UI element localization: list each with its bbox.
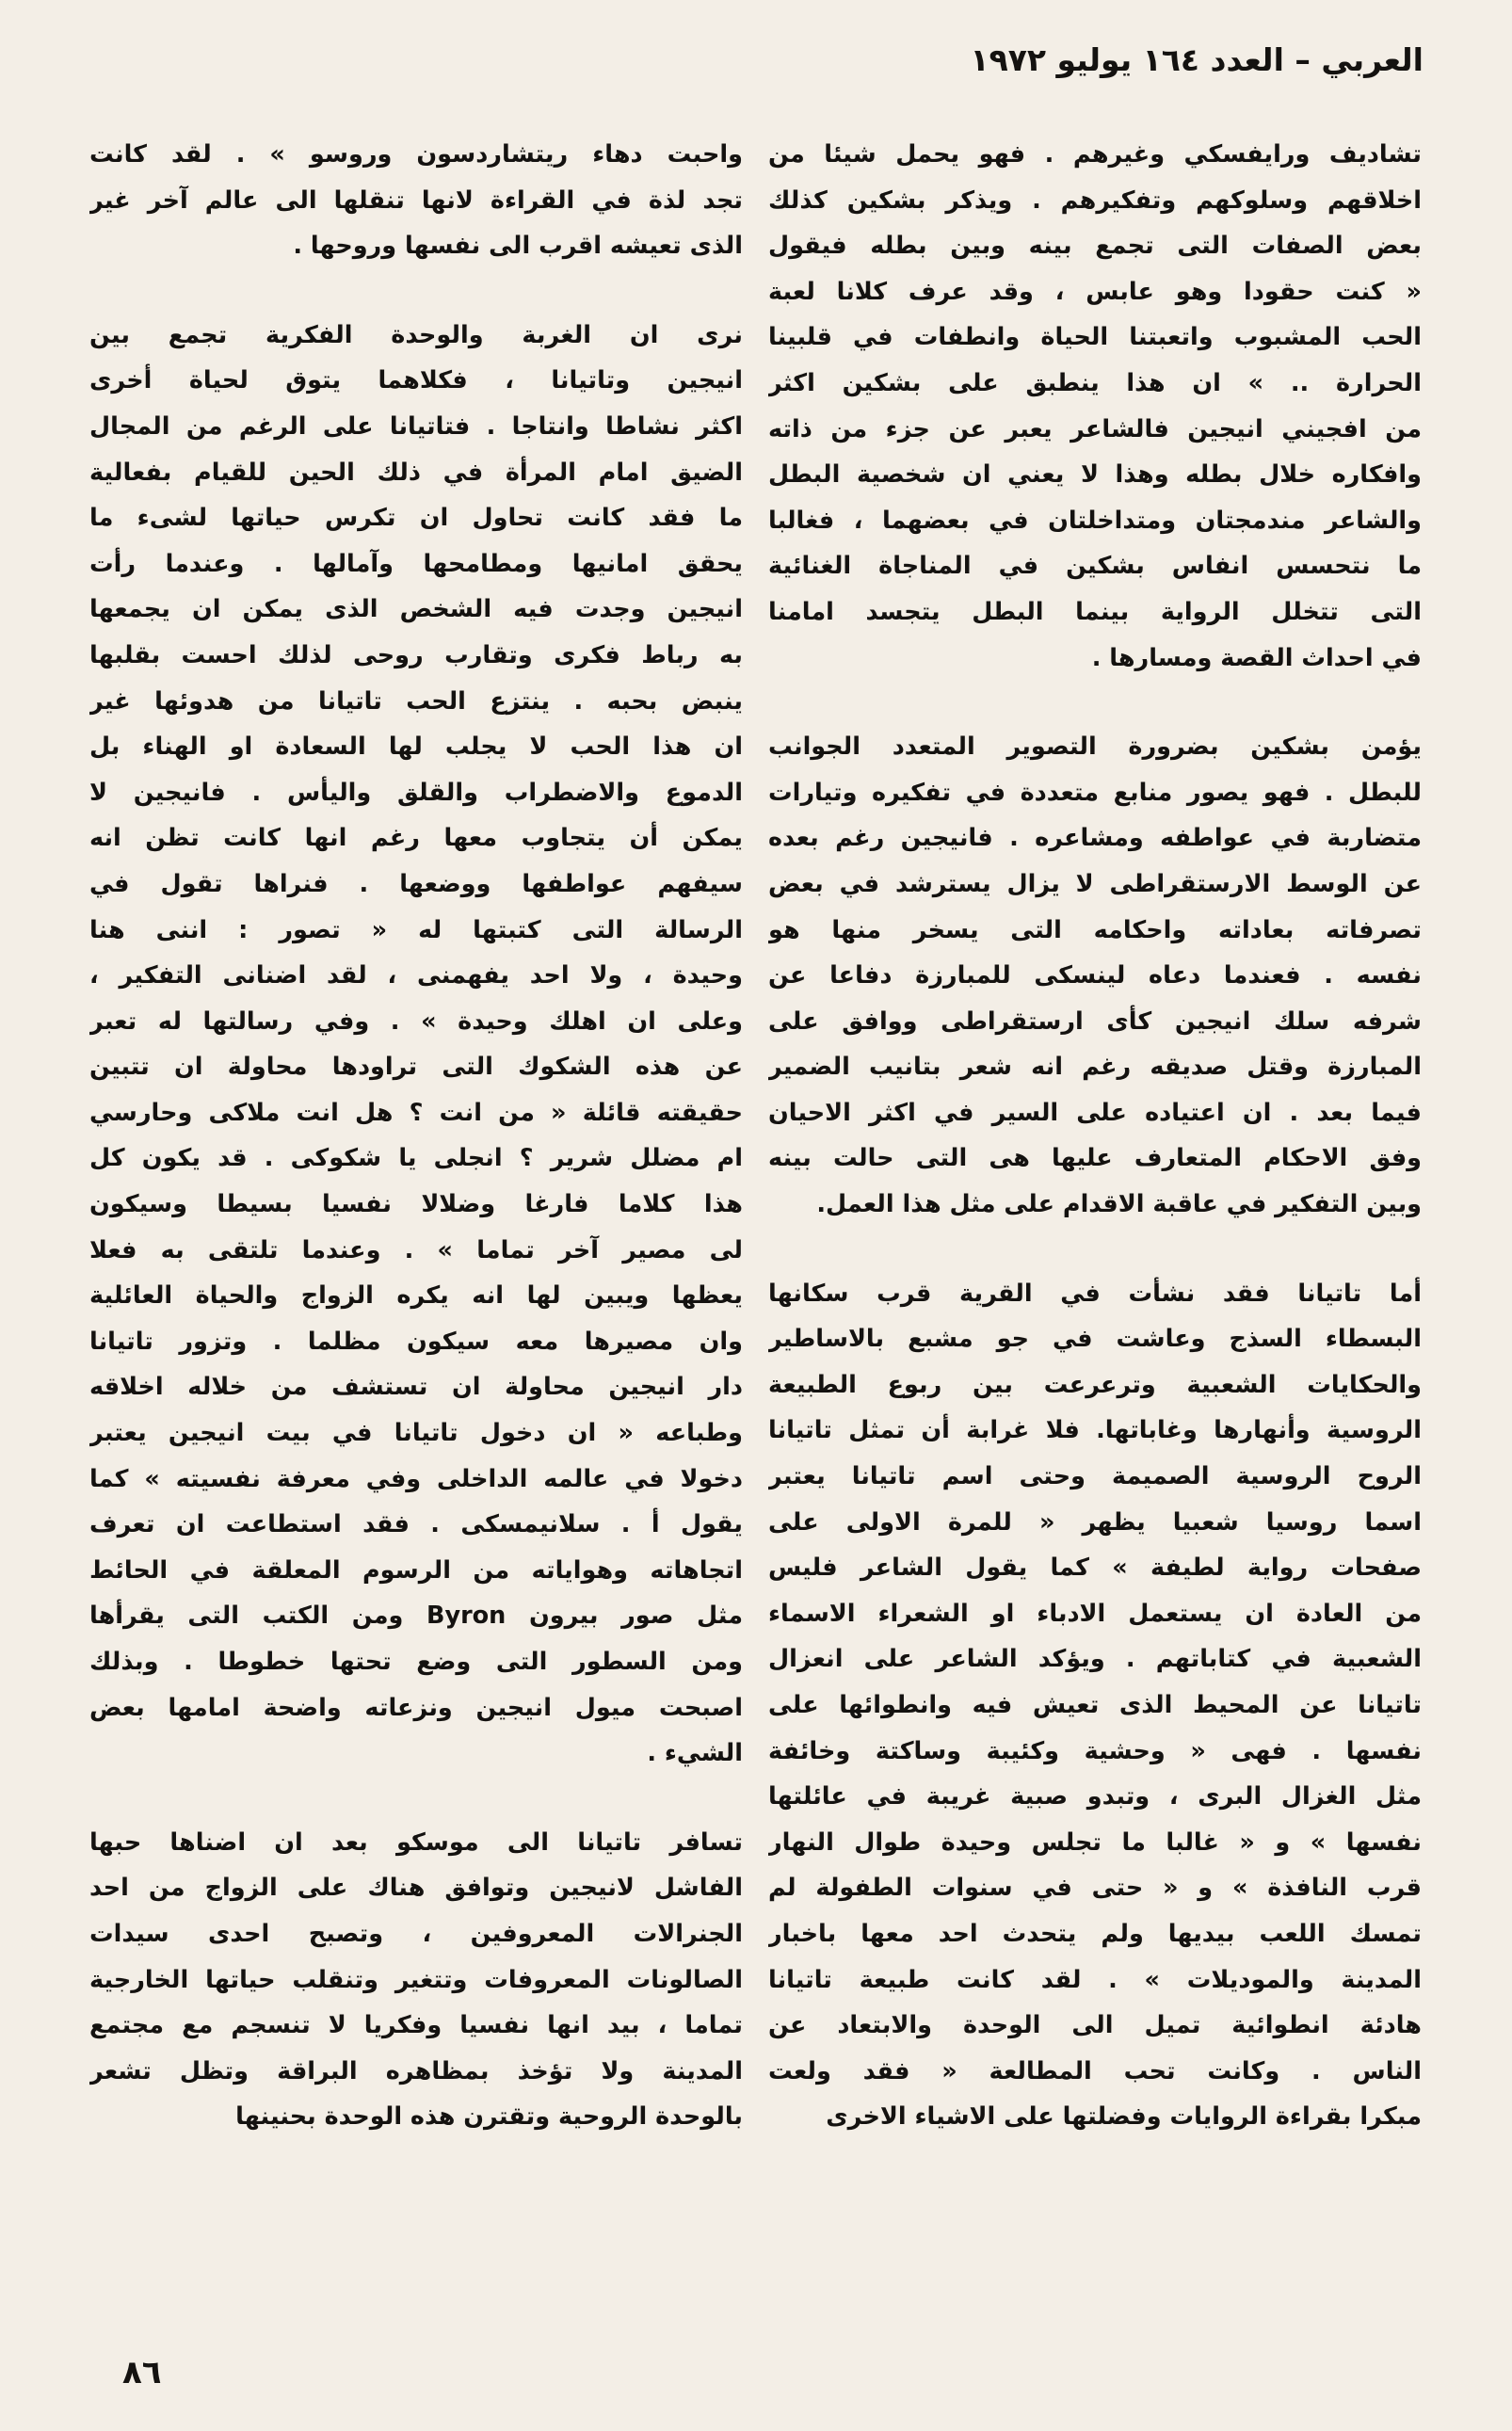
text-line: الفاشل لانيجين وتوافق هناك على الزواج من احد: [89, 1874, 743, 1903]
text-line: الدموع والاضطراب والقلق واليأس . فانيجين لا: [89, 778, 743, 807]
text-line: تجد لذة في القراءة لانها تنقلها الى عالم آخر غير: [89, 185, 743, 215]
paragraph-gap: [768, 1228, 1422, 1271]
paragraph: [768, 1271, 1422, 2140]
text-line: المدينة والموديلات » . لقد كانت طبيعة تاتيانا: [768, 1965, 1422, 1994]
text-line: اكثر نشاطا وانتاجا . فتاتيانا على الرغم من المجال: [89, 411, 743, 441]
text-line: الضيق امام المرأة في ذلك الحين للقيام بفعالية: [89, 458, 743, 487]
text-line: الذى تعيشه اقرب الى نفسها وروحها .: [293, 232, 743, 261]
text-line: نفسها . فهى « وحشية وكئيبة وساكتة وخائفة: [768, 1736, 1422, 1765]
text-line: اصبحت ميول انيجين ونزعاته واضحة امامها بعض: [89, 1693, 743, 1722]
right-column: [768, 132, 1422, 2140]
text-line: المبارزة وقتل صديقه رغم انه شعر بتانيب الضمير: [768, 1053, 1422, 1082]
paragraph: [89, 1820, 743, 2140]
text-line: الرسالة التى كتبتها له « تصور : اننى هنا: [89, 915, 743, 944]
text-line: عن الوسط الارستقراطى لا يزال يسترشد في بعض: [768, 869, 1422, 898]
text-line: الحرارة .. » ان هذا ينطبق على بشكين اكثر: [768, 368, 1422, 397]
text-line: « كنت حقودا وهو عابس ، وقد عرف كلانا لعبة: [768, 277, 1422, 306]
text-line: للبطل . فهو يصور منابع متعددة في تفكيره وتيارات: [768, 778, 1422, 807]
text-line: قرب النافذة » و « حتى في سنوات الطفولة لم: [768, 1874, 1422, 1903]
text-line: مبكرا بقراءة الروايات وفضلتها على الاشياء الاخرى: [826, 2102, 1422, 2132]
running-header: العربي – العدد ١٦٤ يوليو ١٩٧٢: [970, 41, 1424, 78]
left-column: [89, 132, 743, 2140]
text-line: اخلاقهم وسلوكهم وتفكيرهم . ويذكر بشكين كذلك: [768, 185, 1422, 215]
text-line: متضاربة في عواطفه ومشاعره . فانيجين رغم بعده: [768, 824, 1422, 853]
paragraph-gap: [89, 269, 743, 313]
text-line: الشعبية في كتاباتهم . ويؤكد الشاعر على انعزال: [768, 1645, 1422, 1674]
text-line: واحبت دهاء ريتشاردسون وروسو » . لقد كانت: [89, 140, 743, 169]
text-line: تسافر تاتيانا الى موسكو بعد ان اضناها حبها: [89, 1827, 743, 1857]
text-line: بالوحدة الروحية وتقترن هذه الوحدة بحنينها: [235, 2102, 743, 2132]
text-line: وطباعه « ان دخول تاتيانا في بيت انيجين يعتبر: [89, 1419, 743, 1448]
text-line: الصالونات المعروفات وتتغير وتنقلب حياتها الخارجية: [89, 1965, 743, 1994]
text-line: من افجيني انيجين فالشاعر يعبر عن جزء من ذاته: [768, 414, 1422, 443]
text-line: التى تتخلل الرواية بينما البطل يتجسد امامنا: [768, 597, 1422, 626]
text-line: من العادة ان يستعمل الادباء او الشعراء الاسماء: [768, 1599, 1422, 1628]
paragraph-gap: [768, 681, 1422, 724]
text-line: نفسه . فعندما دعاه لينسكى للمبارزة دفاعا عن: [768, 961, 1422, 990]
text-line: عن هذه الشكوك التى تراودها محاولة ان تتبين: [89, 1053, 743, 1082]
text-line: الحب المشبوب واتعبتنا الحياة وانطفات في قلبينا: [768, 323, 1422, 352]
text-line: وحيدة ، ولا احد يفهمنى ، لقد اضنانى التفكير ،: [89, 961, 743, 990]
text-line: والحكايات الشعبية وترعرعت بين ربوع الطبيعة: [768, 1370, 1422, 1399]
text-line: شرفه سلك انيجين كأى ارستقراطى ووافق على: [768, 1006, 1422, 1036]
text-line: ومن السطور التى وضع تحتها خطوطا . وبذلك: [89, 1648, 743, 1676]
text-line: دار انيجين محاولة ان تستشف من خلاله اخلاقه: [89, 1373, 743, 1402]
paragraph: [768, 132, 1422, 681]
text-line: انيجين وجدت فيه الشخص الذى يمكن ان يجمعها: [89, 595, 743, 624]
text-line: صفحات رواية لطيفة » كما يقول الشاعر فليس: [768, 1554, 1422, 1583]
text-line: يحقق امانيها ومطامحها وآمالها . وعندما رأت: [89, 549, 743, 578]
text-line: الروسية وأنهارها وغاباتها. فلا غرابة أن تمثل تاتيانا: [768, 1416, 1422, 1445]
text-line: نفسها » و « غالبا ما تجلس وحيدة طوال النهار: [768, 1827, 1422, 1857]
text-line: الناس . وكانت تحب المطالعة « فقد ولعت: [768, 2056, 1422, 2085]
text-line: في احداث القصة ومسارها .: [1091, 643, 1422, 672]
paragraph-gap: [89, 1777, 743, 1820]
page-number: ٨٦: [122, 2354, 162, 2391]
text-line: اتجاهاته وهواياته من الرسوم المعلقة في الحائط: [89, 1555, 743, 1585]
text-line: تصرفاته بعاداته واحكامه التى يسخر منها هو: [768, 915, 1422, 944]
text-line: والشاعر مندمجتان ومتداخلتان في بعضهما ، فغالبا: [768, 506, 1422, 535]
text-line: الجنرالات المعروفين ، وتصبح احدى سيدات: [89, 1919, 743, 1948]
text-line: تمسك اللعب بيديها ولم يتحدث احد معها باخبار: [768, 1919, 1422, 1948]
text-line: وافكاره خلال بطله وهذا لا يعني ان شخصية البطل: [768, 460, 1422, 490]
text-line: ما فقد كانت تحاول ان تكرس حياتها لشىء ما: [89, 504, 743, 533]
text-line: هادئة انطوائية تميل الى الوحدة والابتعاد عن: [768, 2011, 1422, 2040]
text-line: مثل صور بيرون Byron ومن الكتب التى يقرأها: [89, 1602, 743, 1631]
text-line: سيفهم عواطفها ووضعها . فنراها تقول في: [89, 869, 743, 898]
text-line: تشاديف ورايفسكي وغيرهم . فهو يحمل شيئا من: [768, 140, 1422, 169]
text-line: وبين التفكير في عاقبة الاقدام على مثل هذا العمل.: [816, 1190, 1422, 1219]
text-line: ينبض بحبه . ينتزع الحب تاتيانا من هدوئها غير: [89, 686, 743, 716]
text-line: المدينة ولا تؤخذ بمظاهره البراقة وتظل تشعر: [89, 2056, 743, 2085]
text-line: ام مضلل شرير ؟ انجلى يا شكوكى . قد يكون كل: [89, 1144, 743, 1173]
text-line: فيما بعد . ان اعتياده على السير في اكثر الاحيان: [768, 1098, 1422, 1127]
paragraph: [89, 313, 743, 1777]
text-line: اسما روسيا شعبيا يظهر « للمرة الاولى على: [768, 1507, 1422, 1537]
text-line: لى مصير آخر تماما » . وعندما تلتقى به فعلا: [89, 1235, 743, 1264]
text-line: دخولا في عالمه الداخلى وفي معرفة نفسيته » كما: [89, 1464, 743, 1493]
text-line: ان هذا الحب لا يجلب لها السعادة او الهناء بل: [89, 733, 743, 762]
text-line: الروح الروسية الصميمة وحتى اسم تاتيانا يعتبر: [768, 1462, 1422, 1491]
text-line: تاتيانا عن المحيط الذى تعيش فيه وانطوائها على: [768, 1691, 1422, 1719]
text-line: مثل الغزال البرى ، وتبدو صبية غريبة في عائلتها: [768, 1782, 1422, 1811]
text-line: هذا كلاما فارغا وضلالا نفسيا بسيطا وسيكون: [89, 1190, 743, 1219]
text-line: نرى ان الغربة والوحدة الفكرية تجمع بين: [89, 320, 743, 349]
text-line: يعظها ويبين لها انه يكره الزواج والحياة العائلية: [89, 1281, 743, 1311]
text-line: وان مصيرها معه سيكون مظلما . وتزور تاتيانا: [89, 1327, 743, 1356]
text-line: الشيء .: [647, 1739, 743, 1768]
text-line: البسطاء السذج وعاشت في جو مشبع بالاساطير: [768, 1325, 1422, 1354]
text-line: وعلى ان اهلك وحيدة » . وفي رسالتها له تعبر: [89, 1006, 743, 1036]
text-line: بعض الصفات التى تجمع بينه وبين بطله فيقول: [768, 232, 1422, 261]
text-line: تماما ، بيد انها نفسيا وفكريا لا تنسجم مع مجتمع: [89, 2011, 743, 2040]
text-line: به رباط فكرى وتقارب روحى لذلك احست بقلبها: [89, 640, 743, 669]
text-line: يمكن أن يتجاوب معها رغم انها كانت تظن انه: [89, 824, 743, 853]
paragraph: [89, 132, 743, 269]
text-line: وفق الاحكام المتعارف عليها هى التى حالت بينه: [768, 1144, 1422, 1173]
text-line: يقول أ . سلانيمسكى . فقد استطاعت ان تعرف: [89, 1510, 743, 1539]
text-line: أما تاتيانا فقد نشأت في القرية قرب سكانها: [768, 1279, 1422, 1308]
text-line: انيجين وتاتيانا ، فكلاهما يتوق لحياة أخرى: [89, 366, 743, 395]
text-line: حقيقته قائلة « من انت ؟ هل انت ملاكى وحارسي: [89, 1098, 743, 1127]
text-line: يؤمن بشكين بضرورة التصوير المتعدد الجوانب: [768, 733, 1422, 762]
paragraph: [768, 724, 1422, 1228]
text-line: ما نتحسس انفاس بشكين في المناجاة الغنائية: [768, 552, 1422, 581]
